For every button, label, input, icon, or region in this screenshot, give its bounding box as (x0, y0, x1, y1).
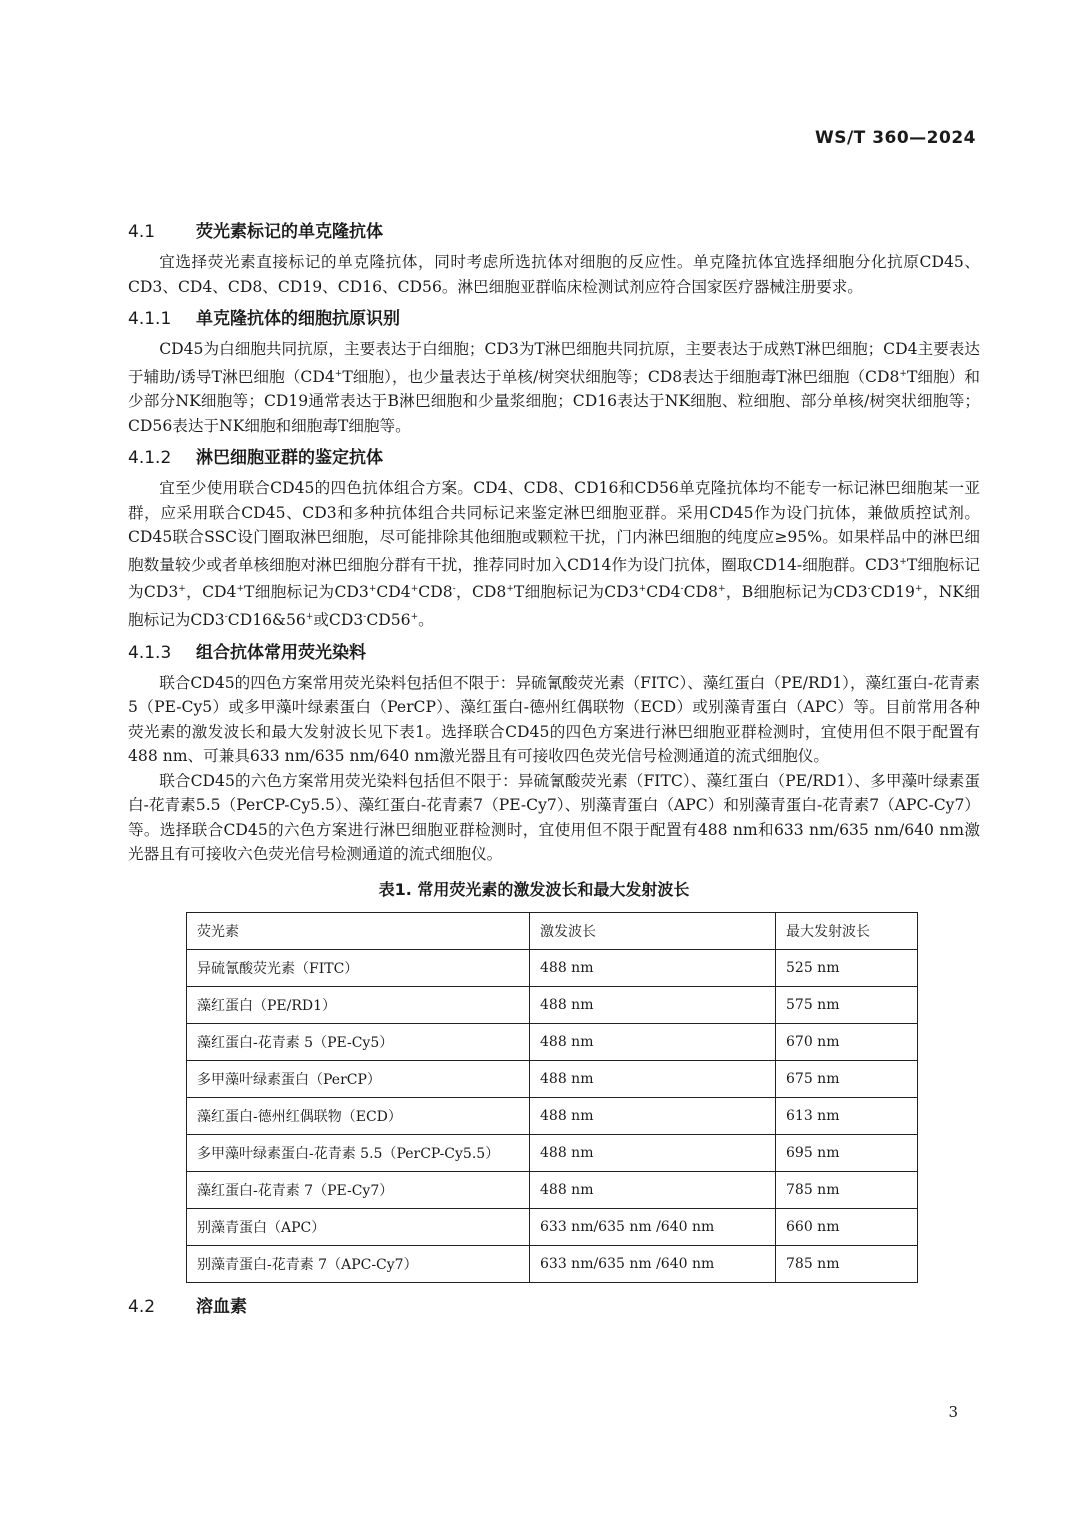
section-4-1-3-paragraph-2: 联合CD45的六色方案常用荧光染料包括但不限于：异硫氰酸荧光素（FITC）、藻红蛋白（PE/RD1）、多甲藻叶绿素蛋白-花青素5.5（PerCP-Cy5.5）、藻红蛋白-花青素7（PE-Cy7）、别藻青蛋白（APC）和别藻青蛋白-花青素7（APC-Cy7）等。选择联合CD45的六色方案进行淋巴细胞亚群检测时，宜使用但不限于配置有488 nm和633 nm/635 nm/640 nm激光器且有可接收六色荧光信号检测通道的流式细胞仪。 (128, 771, 980, 864)
cell-fluorochrome: 异硫氰酸荧光素（FITC） (187, 949, 530, 986)
section-4-1-paragraph: 宜选择荧光素直接标记的单克隆抗体，同时考虑所选抗体对细胞的反应性。单克隆抗体宜选择细胞分化抗原CD45、CD3、CD4、CD8、CD19、CD16、CD56。淋巴细胞亚群临床检测试剂应符合国家医疗器械注册要求。 (128, 253, 980, 296)
document-body (128, 212, 980, 1325)
cell-excitation: 633 nm/635 nm /640 nm (530, 1208, 776, 1245)
column-header-excitation: 激发波长 (530, 912, 776, 949)
section-4-1-1-heading (128, 305, 980, 333)
cell-emission: 575 nm (776, 986, 918, 1023)
table-row (187, 986, 918, 1023)
cell-fluorochrome: 别藻青蛋白-花青素 7（APC-Cy7） (187, 1245, 530, 1282)
cell-emission: 525 nm (776, 949, 918, 986)
fluorochrome-table (186, 912, 918, 1283)
table-header-row (187, 912, 918, 949)
section-4-1-3-heading (128, 639, 980, 667)
section-number: 4.1.3 (128, 642, 172, 663)
cell-emission: 660 nm (776, 1208, 918, 1245)
section-number: 4.1.1 (128, 309, 172, 329)
cell-excitation: 488 nm (530, 949, 776, 986)
section-4-1-heading (128, 218, 980, 246)
section-title: 淋巴细胞亚群的鉴定抗体 (196, 448, 383, 469)
table-row (187, 1171, 918, 1208)
table-caption: 表1. 常用荧光素的激发波长和最大发射波长 (378, 879, 690, 899)
cell-emission: 670 nm (776, 1023, 918, 1060)
cell-fluorochrome: 藻红蛋白（PE/RD1） (187, 986, 530, 1023)
cell-emission: 785 nm (776, 1171, 918, 1208)
section-4-1-2-heading (128, 444, 980, 472)
cell-excitation: 488 nm (530, 986, 776, 1023)
standard-code: WS/T 360—2024 (814, 128, 976, 148)
cell-fluorochrome: 藻红蛋白-德州红偶联物（ECD） (187, 1097, 530, 1134)
section-4-1-1-paragraph: CD45为白细胞共同抗原，主要表达于白细胞；CD3为T淋巴细胞共同抗原，主要表达于成熟T淋巴细胞；CD4主要表达于辅助/诱导T淋巴细胞（CD4+T细胞），也少量表达于单核/树突状细胞等；CD8表达于细胞毒T淋巴细胞（CD8+T细胞）和少部分NK细胞等；CD19通常表达于B淋巴细胞和少量浆细胞；CD16表达于NK细胞、粒细胞、部分单核/树突状细胞等；CD56表达于NK细胞和细胞毒T细胞等。 (128, 340, 980, 435)
table-row (187, 1208, 918, 1245)
cell-excitation: 488 nm (530, 1171, 776, 1208)
section-4-2-heading (128, 1293, 980, 1321)
section-title: 单克隆抗体的细胞抗原识别 (196, 309, 400, 329)
cell-fluorochrome: 多甲藻叶绿素蛋白（PerCP） (187, 1060, 530, 1097)
cell-emission: 695 nm (776, 1134, 918, 1171)
table-row (187, 1023, 918, 1060)
column-header-emission: 最大发射波长 (776, 912, 918, 949)
section-title: 组合抗体常用荧光染料 (196, 642, 366, 663)
section-4-1-2-paragraph: 宜至少使用联合CD45的四色抗体组合方案。CD4、CD8、CD16和CD56单克隆抗体均不能专一标记淋巴细胞某一亚群，应采用联合CD45、CD3和多种抗体组合共同标记来鉴定淋巴细胞亚群。采用CD45作为设门抗体，兼做质控试剂。CD45联合SSC设门圈取淋巴细胞，尽可能排除其他细胞或颗粒干扰，门内淋巴细胞的纯度应≥95%。如果样品中的淋巴细胞数量较少或者单核细胞对淋巴细胞分群有干扰，推荐同时加入CD14作为设门抗体，圈取CD14-细胞群。CD3+T细胞标记为CD3+，CD4+T细胞标记为CD3+CD4+CD8-，CD8+T细胞标记为CD3+CD4-CD8+，B细胞标记为CD3-CD19+，NK细胞标记为CD3-CD16&56+或CD3-CD56+。 (128, 479, 980, 630)
column-header-fluorochrome: 荧光素 (187, 912, 530, 949)
section-title: 溶血素 (196, 1296, 247, 1317)
table-row (187, 1134, 918, 1171)
section-title: 荧光素标记的单克隆抗体 (196, 222, 383, 242)
cell-emission: 785 nm (776, 1245, 918, 1282)
table-row (187, 1097, 918, 1134)
table-row (187, 1245, 918, 1282)
cell-fluorochrome: 藻红蛋白-花青素 7（PE-Cy7） (187, 1171, 530, 1208)
section-number: 4.2 (128, 1296, 156, 1317)
cell-emission: 675 nm (776, 1060, 918, 1097)
cell-fluorochrome: 别藻青蛋白（APC） (187, 1208, 530, 1245)
table-row (187, 949, 918, 986)
section-number: 4.1.2 (128, 448, 172, 469)
table-body (187, 949, 918, 1282)
cell-excitation: 488 nm (530, 1097, 776, 1134)
cell-excitation: 633 nm/635 nm /640 nm (530, 1245, 776, 1282)
page-number: 3 (948, 1403, 958, 1421)
cell-excitation: 488 nm (530, 1134, 776, 1171)
section-4-1-3-paragraph-1: 联合CD45的四色方案常用荧光染料包括但不限于：异硫氰酸荧光素（FITC）、藻红蛋白（PE/RD1），藻红蛋白-花青素5（PE-Cy5）或多甲藻叶绿素蛋白（PerCP）、藻红蛋白-德州红偶联物（ECD）或别藻青蛋白（APC）等。目前常用各种荧光素的激发波长和最大发射波长见下表1。选择联合CD45的四色方案进行淋巴细胞亚群检测时，宜使用但不限于配置有488 nm、可兼具633 nm/635 nm/640 nm激光器且有可接收四色荧光信号检测通道的流式细胞仪。 (128, 673, 980, 766)
cell-emission: 613 nm (776, 1097, 918, 1134)
cell-fluorochrome: 藻红蛋白-花青素 5（PE-Cy5） (187, 1023, 530, 1060)
table-row (187, 1060, 918, 1097)
cell-excitation: 488 nm (530, 1023, 776, 1060)
section-number: 4.1 (128, 222, 156, 242)
cell-excitation: 488 nm (530, 1060, 776, 1097)
cell-fluorochrome: 多甲藻叶绿素蛋白-花青素 5.5（PerCP-Cy5.5） (187, 1134, 530, 1171)
